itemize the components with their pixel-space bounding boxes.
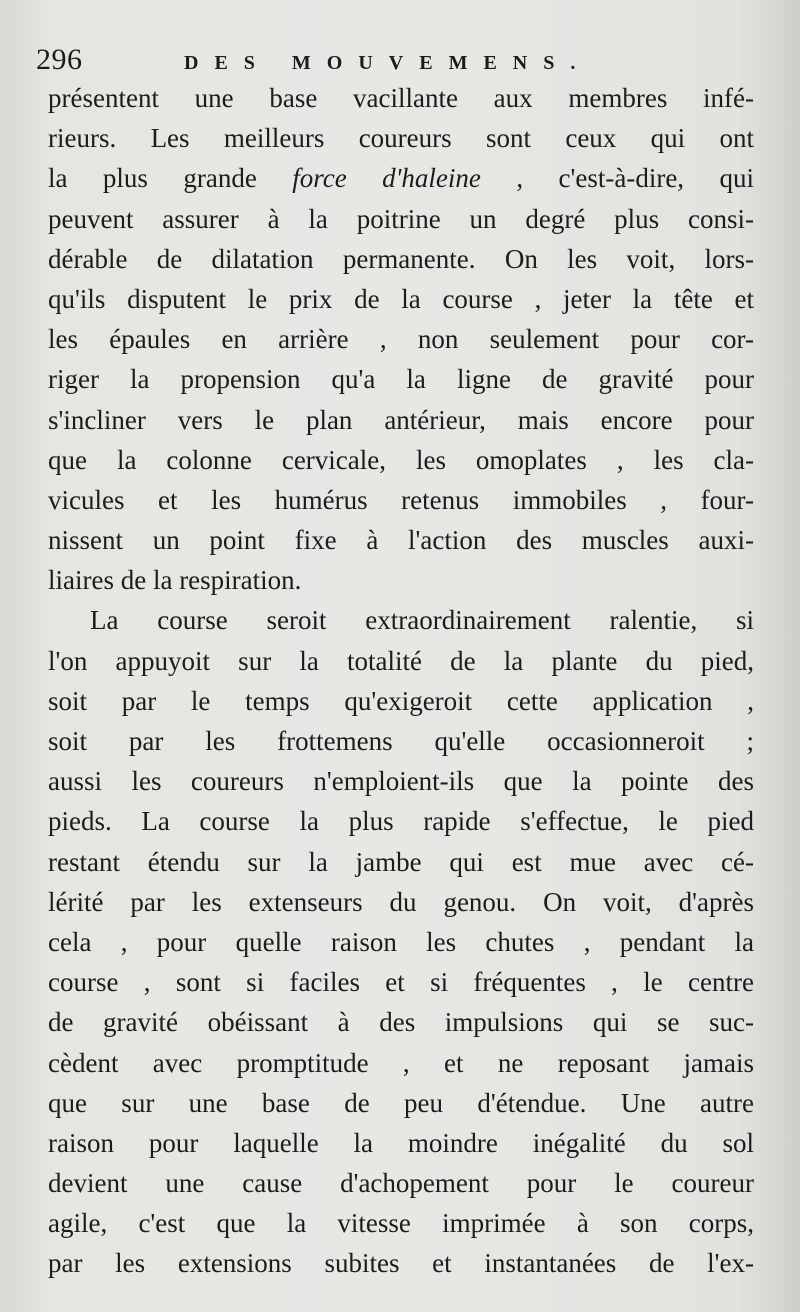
text-line: l'on appuyoit sur la totalité de la plante du pied, xyxy=(48,645,754,676)
text-line: vicules et les humérus retenus immobiles , four- xyxy=(48,484,754,515)
text-line: que la colonne cervicale, les omoplates , les cla- xyxy=(48,444,754,475)
text-line: par les extensions subites et instantanées de l'ex- xyxy=(48,1248,754,1279)
text-line: cela , pour quelle raison les chutes , pendant la xyxy=(48,926,754,957)
text-line: de gravité obéissant à des impulsions qui se suc- xyxy=(48,1007,754,1038)
page-number: 296 xyxy=(36,43,83,76)
running-head: DES MOUVEMENS. xyxy=(184,52,592,74)
text-line: pieds. La course la plus rapide s'effectue, le pied xyxy=(48,806,754,837)
text-line: soit par le temps qu'exigeroit cette application , xyxy=(48,685,754,716)
text-line: raison pour laquelle la moindre inégalité du sol xyxy=(48,1127,754,1158)
text-line: agile, c'est que la vitesse imprimée à son corps, xyxy=(48,1208,754,1239)
text-line: lérité par les extenseurs du genou. On voit, d'après xyxy=(48,886,754,917)
text-line: qu'ils disputent le prix de la course , jeter la tête et xyxy=(48,283,754,314)
text-line: soit par les frottemens qu'elle occasionneroit ; xyxy=(48,726,754,756)
text-line: peuvent assurer à la poitrine un degré plus consi- xyxy=(48,203,754,234)
text-line: aussi les coureurs n'emploient-ils que la pointe des xyxy=(48,766,754,797)
body-text xyxy=(48,78,754,1284)
text-segment: la plus grande xyxy=(48,163,293,194)
text-line: dérable de dilatation permanente. On les voit, lors- xyxy=(48,243,754,274)
text-line xyxy=(48,158,754,198)
italic-phrase: force d'haleine xyxy=(292,163,481,194)
text-line: riger la propension qu'a la ligne de gravité pour xyxy=(48,364,754,395)
text-line: que sur une base de peu d'étendue. Une autre xyxy=(48,1087,754,1118)
text-line: s'incliner vers le plan antérieur, mais encore pour xyxy=(48,404,754,435)
text-line: course , sont si faciles et si fréquentes , le centre xyxy=(48,967,754,998)
text-segment: , c'est-à-dire, qui xyxy=(480,163,754,194)
text-line: rieurs. Les meilleurs coureurs sont ceux qui ont xyxy=(48,123,754,154)
text-line: devient une cause d'achopement pour le coureur xyxy=(48,1168,754,1199)
text-line: les épaules en arrière , non seulement pour cor- xyxy=(48,324,754,355)
text-line: présentent une base vacillante aux membres infé- xyxy=(48,83,754,113)
text-line: La course seroit extraordinairement ralentie, si xyxy=(90,605,754,636)
text-line: liaires de la respiration. xyxy=(48,565,302,596)
text-line: restant étendu sur la jambe qui est mue avec cé- xyxy=(48,846,754,877)
text-line: nissent un point fixe à l'action des muscles auxi- xyxy=(48,525,754,556)
text-line: cèdent avec promptitude , et ne reposant jamais xyxy=(48,1047,754,1078)
